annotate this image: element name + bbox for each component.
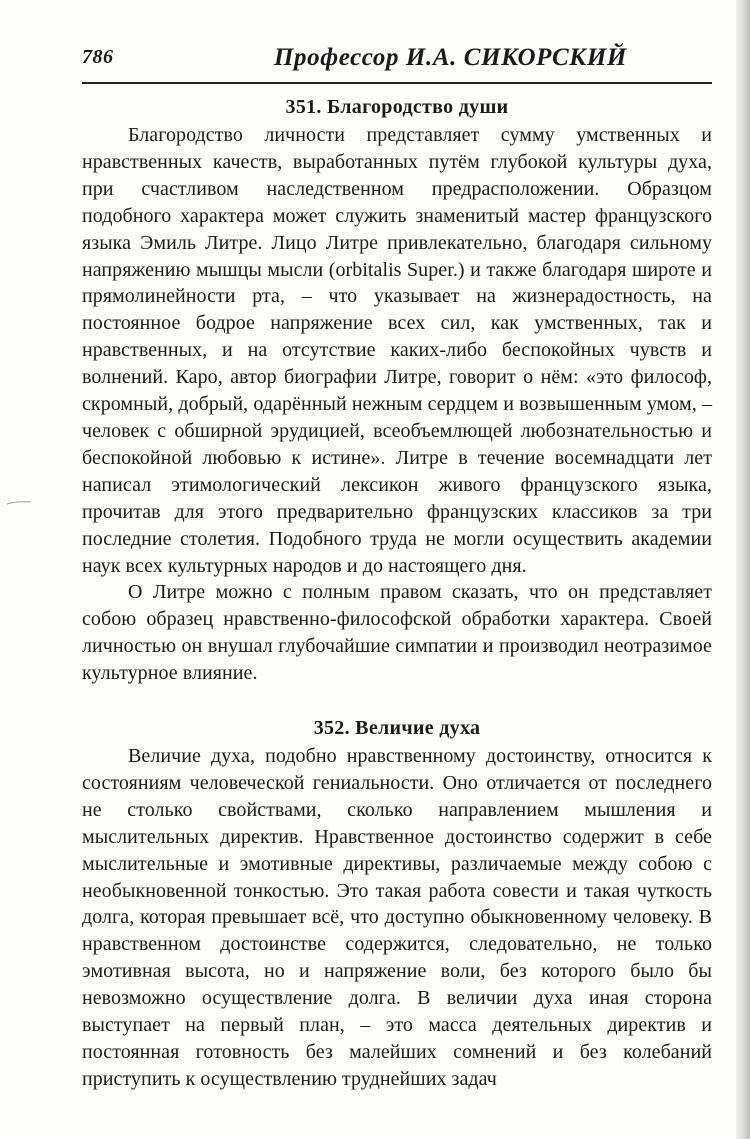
- body-text: [82, 92, 712, 1093]
- paragraph: Величие духа, подобно нравственному достоинству, относится к состояниям человеческой гениальности. Оно отличается от последнего не столько свойствами, сколько направлением мышления и мыслительных директив. Нравственное достоинство содержит в себе мыслительные и эмотивные директивы, различаемые между собою с необыкновенной тонкостью. Это такая работа совести и такая чуткость долга, которая превышает всё, что доступно обыкновенному человеку. В нравственном достоинстве содержится, следовательно, не только эмотивная высота, но и напряжение воли, без которого было бы невозможно осуществление долга. В величии духа иная сторона выступает на первый план, – это масса деятельных директив и постоянная готовность без малейших сомнений и без колебаний приступить к осуществлению труднейших задач: [82, 745, 712, 1090]
- page-header: [82, 40, 712, 80]
- section-title-352: 352. Величие духа: [313, 717, 481, 740]
- page-edge-shadow: [736, 0, 750, 1139]
- page-number: 786: [82, 46, 114, 68]
- margin-pencil-mark: [6, 500, 32, 506]
- header-rule: [82, 82, 712, 84]
- paragraph: О Литре можно с полным правом сказать, что он представляет собою образец нравственно-философской обработки характера. Своей личностью он внушал глубочайшие симпатии и производил неотразимое культурное влияние.: [82, 581, 712, 685]
- running-title: Профессор И.А. СИКОРСКИЙ: [274, 44, 627, 71]
- paragraph: Благородство личности представляет сумму умственных и нравственных качеств, выработанных путём глубокой культуры духа, при счастливом наследственном предрасположении. Образцом подобного характера может служить знаменитый мастер французского языка Эмиль Литре. Лицо Литре привлекательно, благодаря сильному напряжению мышцы мысли (orbitalis Super.) и также благодаря широте и прямолинейности рта, – что указывает на жизнерадостность, на постоянное бодрое напряжение всех сил, как умственных, так и нравственных, и на отсутствие каких-либо беспокойных чувств и волнений. Каро, автор биографии Литре, говорит о нём: «это философ, скромный, добрый, одарённый нежным сердцем и возвышенным умом, – человек с обширной эрудицией, всеобъемлющей любознательностью и беспокойной любовью к истине». Литре в течение восемнадцати лет написал этимологический лексикон живого французского языка, прочитав для этого предварительно французских классиков за три последние столетия. Подобного труда не могли осуществить академии наук всех культурных народов и до настоящего дня.: [82, 124, 712, 577]
- section-title-351: 351. Благородство души: [285, 96, 509, 118]
